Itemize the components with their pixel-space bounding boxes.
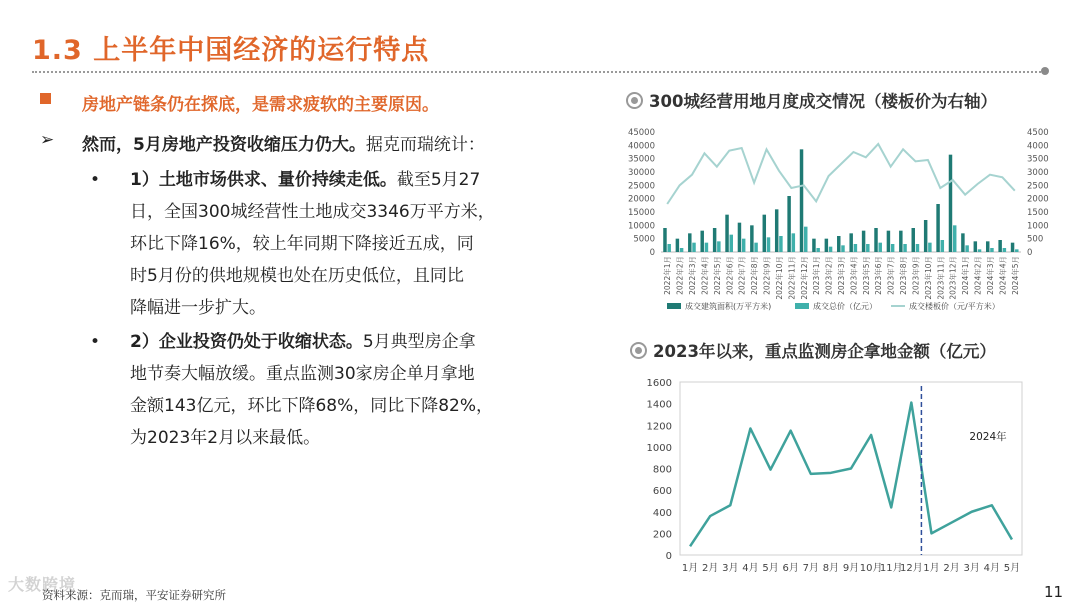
radio-icon: [626, 92, 643, 109]
sub-item-line: 为2023年2月以来最低。: [130, 428, 321, 448]
x-tick-label: 2024年5月: [1010, 256, 1020, 295]
y-left-tick-label: 5000: [633, 234, 655, 245]
bar-area: [663, 228, 666, 252]
y-tick-label: 1400: [646, 399, 672, 411]
bar-area: [812, 239, 815, 252]
bar-total: [705, 243, 708, 252]
land-transaction-chart: [615, 122, 1070, 322]
x-tick-label: 2022年8月: [750, 256, 760, 295]
bar-total: [779, 236, 782, 252]
arrow-bullet-icon: ➢: [40, 130, 55, 150]
watermark: 大数跨境: [8, 575, 77, 594]
series-line: [690, 403, 1012, 547]
bar-total: [916, 244, 919, 252]
legend-label-area: 成交建筑面积(万平方米): [685, 302, 772, 311]
x-tick-label: 2023年4月: [849, 256, 859, 295]
bar-total: [928, 243, 931, 252]
page-title: 1.3 上半年中国经济的运行特点: [32, 35, 430, 66]
x-tick-label: 3月: [963, 563, 980, 574]
sub-item-line: 环比下降16%，较上年同期下降接近五成，同: [130, 234, 474, 254]
bar-total: [754, 243, 757, 252]
y-right-tick-label: 2000: [1027, 194, 1049, 205]
x-tick-label: 8月: [822, 563, 840, 574]
legend-swatch-total: [795, 303, 809, 309]
x-tick-label: 5月: [762, 563, 779, 574]
bar-area: [738, 223, 741, 252]
bar-total: [978, 249, 981, 252]
main-bullet-text: 房地产链条仍在探底，是需求疲软的主要原因。: [82, 95, 439, 115]
x-tick-label: 2023年5月: [861, 255, 871, 295]
bar-total: [866, 244, 869, 252]
bar-area: [725, 215, 728, 252]
x-tick-label: 2023年12月: [948, 256, 958, 300]
bar-area: [700, 231, 703, 252]
y-tick-label: 600: [652, 486, 672, 498]
bar-area: [899, 231, 902, 252]
sub-lead: [82, 130, 485, 155]
bar-area: [887, 231, 890, 252]
x-tick-label: 2022年4月: [700, 256, 710, 295]
bar-total: [804, 227, 807, 252]
y-right-tick-label: 500: [1027, 234, 1044, 245]
x-tick-label: 4月: [742, 563, 759, 574]
x-tick-label: 2023年2月: [824, 256, 834, 295]
developer-land-spend-chart: [640, 368, 1040, 580]
y-right-tick-label: 4000: [1027, 141, 1049, 152]
y-left-tick-label: 45000: [627, 128, 655, 138]
sub-item-line: 2）企业投资仍处于收缩状态。5月典型房企拿: [130, 332, 476, 352]
x-tick-label: 10月: [859, 563, 883, 574]
sub-item-line: 日，全国300城经营性土地成交3346万平方米，: [130, 202, 495, 222]
bar-total: [730, 235, 733, 252]
bar-area: [862, 231, 865, 252]
x-tick-label: 2022年7月: [737, 256, 747, 295]
x-tick-label: 2022年10月: [774, 256, 784, 300]
chart1-title: 300城经营用地月度成交情况（楼板价为右轴）: [626, 88, 997, 112]
divider-end-dot: [1041, 67, 1049, 75]
y-right-tick-label: 2500: [1027, 181, 1049, 192]
legend-label-total: 成交总价（亿元）: [813, 302, 877, 311]
x-tick-label: 2023年1月: [812, 256, 822, 295]
x-tick-label: 6月: [782, 563, 799, 574]
sub-item-line: 时5月份的供地规模也处在历史低位，且同比: [130, 266, 464, 286]
bar-total: [941, 240, 944, 252]
bar-total: [990, 248, 993, 252]
x-tick-label: 2024年3月: [985, 256, 995, 295]
bar-area: [763, 215, 766, 252]
bar-area: [800, 149, 803, 252]
x-tick-label: 12月: [899, 563, 923, 574]
x-tick-label: 2023年8月: [899, 256, 909, 295]
bar-total: [953, 225, 956, 252]
bar-area: [961, 233, 964, 252]
sub-item-line: 降幅进一步扩大。: [130, 298, 266, 318]
year-annotation: 2024年: [969, 431, 1007, 443]
bar-total: [1003, 248, 1006, 252]
x-tick-label: 2022年12月: [799, 256, 809, 300]
y-tick-label: 400: [652, 507, 672, 519]
bar-area: [787, 196, 790, 252]
bar-total: [1015, 249, 1018, 252]
y-left-tick-label: 10000: [627, 221, 655, 232]
x-tick-label: 2023年9月: [911, 256, 921, 295]
price-line: [667, 144, 1015, 204]
y-left-tick-label: 25000: [627, 181, 655, 192]
x-tick-label: 2022年9月: [762, 256, 772, 295]
y-right-tick-label: 1000: [1027, 221, 1049, 232]
bar-total: [903, 244, 906, 252]
y-tick-label: 1000: [646, 442, 672, 454]
source-note: 资料来源：克而瑞，平安证券研究所: [42, 588, 226, 602]
bar-area: [949, 155, 952, 252]
bar-area: [924, 220, 927, 252]
bar-area: [837, 236, 840, 252]
sub-item-line: 1）土地市场供求、量价持续走低。截至5月27: [130, 170, 481, 190]
sub-item-line: 地节奏大幅放缓。重点监测30家房企单月拿地: [130, 364, 475, 384]
square-bullet-icon: [40, 93, 51, 104]
x-tick-label: 1月: [681, 563, 699, 574]
y-right-tick-label: 4500: [1027, 128, 1049, 138]
bar-total: [742, 239, 745, 252]
bar-total: [692, 243, 695, 252]
x-tick-label: 1月: [923, 563, 940, 574]
bar-area: [936, 204, 939, 252]
bar-total: [829, 247, 832, 252]
x-tick-label: 2023年7月: [886, 256, 896, 295]
bar-total: [841, 245, 844, 252]
y-left-tick-label: 20000: [627, 194, 655, 205]
bar-total: [680, 248, 683, 252]
x-tick-label: 2022年6月: [725, 256, 735, 295]
sub-item-line: 金额143亿元，环比下降68%，同比下降82%，: [130, 396, 494, 416]
y-tick-label: 200: [652, 529, 672, 541]
bar-area: [912, 228, 915, 252]
x-tick-label: 2022年3月: [688, 256, 698, 295]
bar-area: [998, 240, 1001, 252]
bar-total: [667, 244, 670, 252]
y-left-tick-label: 30000: [627, 168, 655, 178]
chart2-title: 2023年以来，重点监测房企拿地金额（亿元）: [630, 338, 996, 362]
bar-total: [878, 243, 881, 252]
y-tick-label: 800: [652, 464, 672, 476]
bar-area: [849, 233, 852, 252]
y-tick-label: 1600: [646, 378, 672, 389]
x-tick-label: 7月: [802, 563, 819, 574]
bar-total: [891, 244, 894, 252]
bar-area: [688, 233, 691, 252]
title-divider: [32, 71, 1044, 73]
bar-area: [775, 209, 778, 252]
sub-lead-bold: 然而，5月房地产投资收缩压力仍大。: [82, 135, 366, 155]
x-tick-label: 2024年2月: [973, 256, 983, 295]
x-tick-label: 2月: [943, 563, 960, 574]
x-tick-label: 2022年11月: [787, 256, 797, 300]
y-left-tick-label: 15000: [627, 208, 655, 218]
bar-total: [965, 245, 968, 252]
x-tick-label: 2024年4月: [998, 256, 1008, 295]
bullet-dot-icon: •: [90, 170, 101, 190]
x-tick-label: 2023年11月: [936, 256, 946, 300]
legend-swatch-area: [667, 303, 681, 309]
bar-area: [974, 241, 977, 252]
x-tick-label: 11月: [879, 563, 903, 574]
sub-lead-rest: 据克而瑞统计：: [365, 135, 485, 155]
radio-icon: [630, 342, 647, 359]
bar-total: [792, 233, 795, 252]
x-tick-label: 2022年5月: [712, 256, 722, 295]
x-tick-label: 2023年3月: [837, 256, 846, 295]
bar-area: [874, 228, 877, 252]
y-left-tick-label: 0: [649, 248, 655, 258]
x-tick-label: 2023年10月: [923, 256, 933, 300]
bullet-dot-icon: •: [90, 332, 101, 352]
x-tick-label: 2022年1月: [663, 256, 673, 295]
bar-total: [816, 248, 819, 252]
bar-total: [854, 244, 857, 252]
y-right-tick-label: 3500: [1027, 154, 1049, 165]
x-tick-label: 5月: [1003, 563, 1021, 574]
x-tick-label: 2022年2月: [675, 256, 685, 295]
y-left-tick-label: 40000: [627, 141, 655, 152]
bar-area: [713, 228, 716, 252]
y-tick-label: 0: [665, 551, 672, 562]
y-right-tick-label: 3000: [1027, 168, 1049, 178]
bar-area: [986, 241, 989, 252]
bar-area: [1011, 243, 1014, 252]
x-tick-label: 9月: [842, 563, 860, 574]
y-right-tick-label: 0: [1027, 248, 1033, 258]
x-tick-label: 2月: [701, 563, 719, 574]
legend-label-price: 成交楼板价（元/平方米）: [909, 302, 1000, 311]
bar-area: [676, 239, 679, 252]
x-tick-label: 2024年1月: [961, 256, 971, 295]
page-number: 11: [1044, 583, 1064, 601]
y-right-tick-label: 1500: [1027, 208, 1049, 218]
x-tick-label: 2023年6月: [874, 256, 884, 295]
y-left-tick-label: 35000: [627, 154, 655, 165]
x-tick-label: 4月: [983, 563, 1001, 574]
bar-total: [767, 237, 770, 252]
bar-area: [750, 225, 753, 252]
x-tick-label: 3月: [722, 563, 739, 574]
bar-total: [717, 241, 720, 252]
bar-area: [825, 239, 828, 252]
y-tick-label: 1200: [646, 421, 672, 433]
